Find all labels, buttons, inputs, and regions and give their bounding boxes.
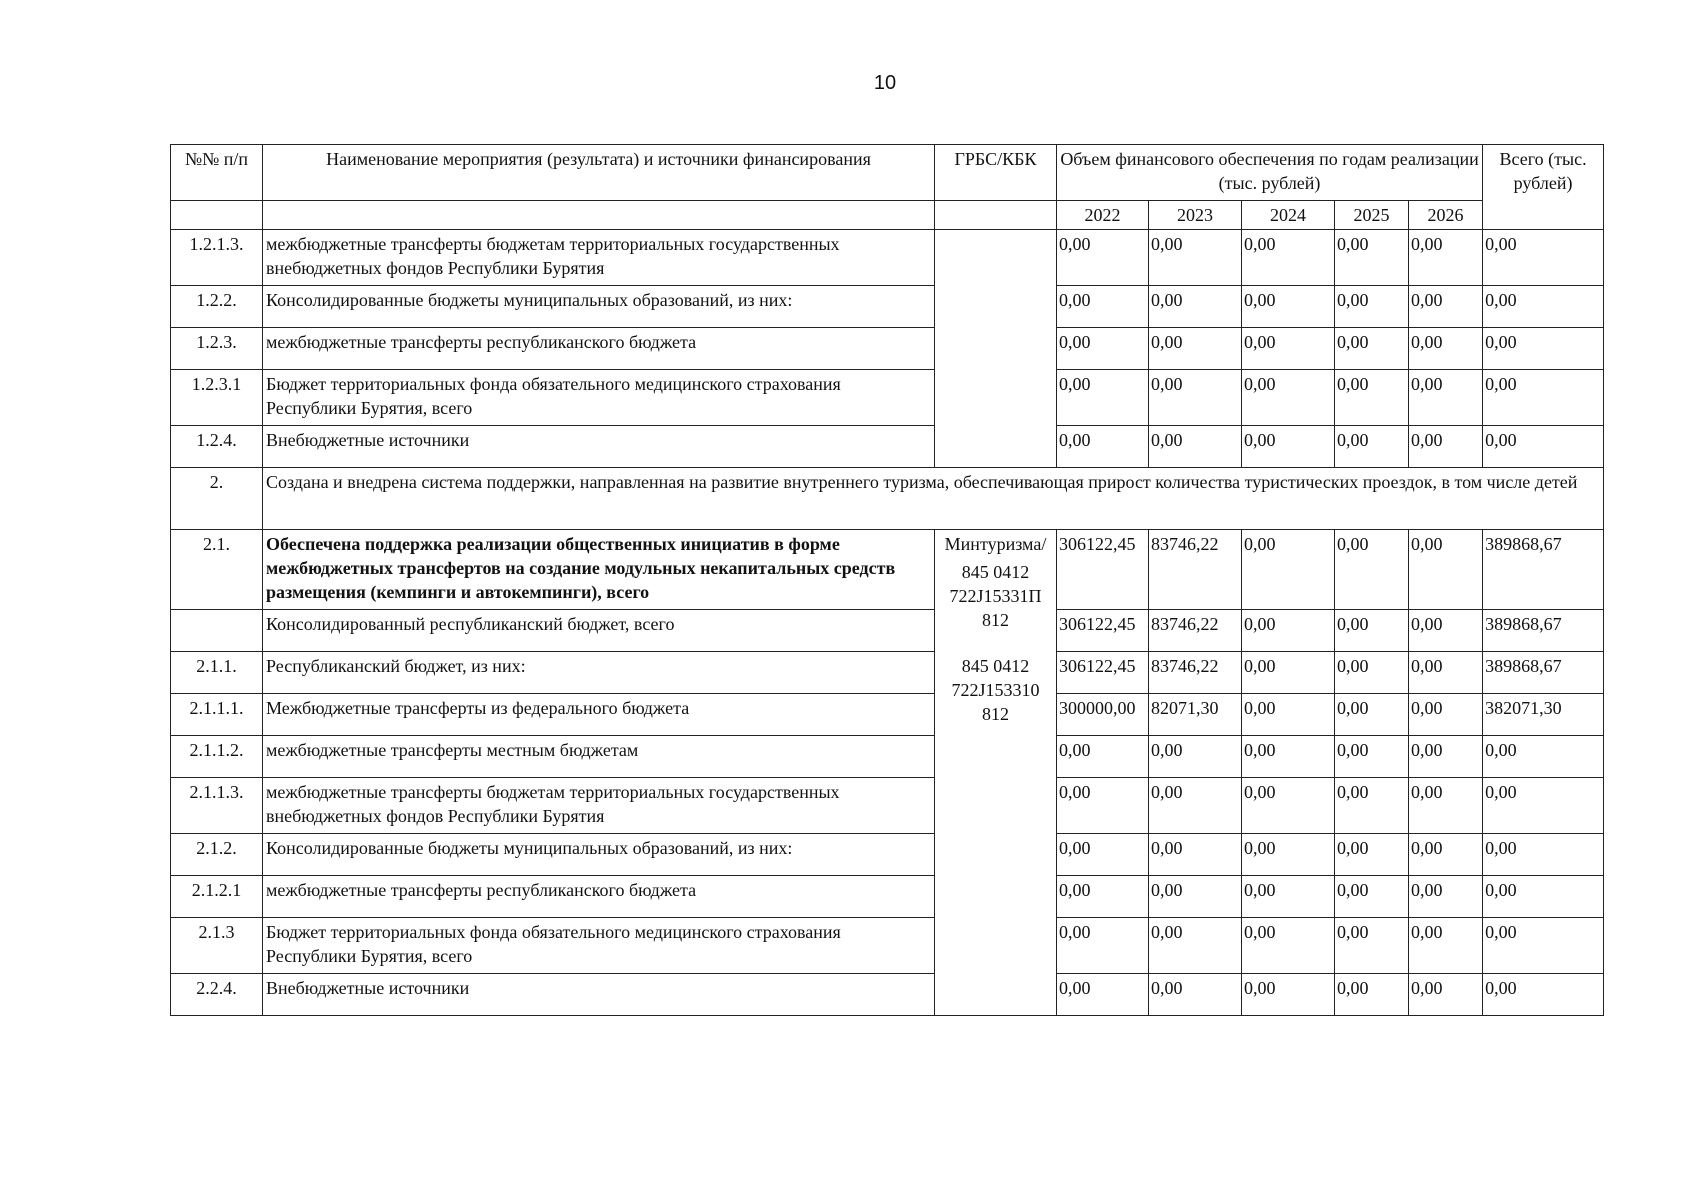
value-2025: 0,00 bbox=[1335, 918, 1409, 974]
row-number: 1.2.3. bbox=[171, 328, 263, 370]
table-row bbox=[171, 876, 1604, 918]
value-2026: 0,00 bbox=[1409, 652, 1483, 694]
value-2024: 0,00 bbox=[1242, 230, 1335, 286]
value-2022: 300000,00 bbox=[1057, 694, 1149, 736]
row-name: Республиканский бюджет, из них: bbox=[263, 652, 935, 694]
header-years-row bbox=[171, 201, 1604, 230]
year-2025: 2025 bbox=[1335, 201, 1409, 230]
row-number: 2.1.1.2. bbox=[171, 736, 263, 778]
value-2026: 0,00 bbox=[1409, 974, 1483, 1016]
financing-table bbox=[170, 144, 1604, 1016]
value-2023: 0,00 bbox=[1149, 918, 1242, 974]
value-2024: 0,00 bbox=[1242, 610, 1335, 652]
year-2022: 2022 bbox=[1057, 201, 1149, 230]
value-total: 0,00 bbox=[1483, 876, 1604, 918]
value-2025: 0,00 bbox=[1335, 426, 1409, 468]
value-total: 389868,67 bbox=[1483, 610, 1604, 652]
row-number: 2.2.4. bbox=[171, 974, 263, 1016]
value-2023: 0,00 bbox=[1149, 778, 1242, 834]
page-number: 10 bbox=[873, 72, 897, 94]
row-name: Внебюджетные источники bbox=[263, 974, 935, 1016]
table-row bbox=[171, 370, 1604, 426]
value-total: 389868,67 bbox=[1483, 652, 1604, 694]
value-2023: 0,00 bbox=[1149, 834, 1242, 876]
row-number: 2.1. bbox=[171, 530, 263, 610]
row-name: межбюджетные трансферты республиканского бюджета bbox=[263, 328, 935, 370]
row-name: Консолидированный республиканский бюджет, всего bbox=[263, 610, 935, 652]
row-name: межбюджетные трансферты бюджетам территориальных государственных внебюджетных фондов Республики Бурятия bbox=[263, 778, 935, 834]
value-2024: 0,00 bbox=[1242, 736, 1335, 778]
row-number: 2.1.2.1 bbox=[171, 876, 263, 918]
value-2023: 83746,22 bbox=[1149, 652, 1242, 694]
table-row bbox=[171, 610, 1604, 652]
value-2025: 0,00 bbox=[1335, 974, 1409, 1016]
value-2022: 0,00 bbox=[1057, 974, 1149, 1016]
value-2025: 0,00 bbox=[1335, 230, 1409, 286]
grbs-ministry: Минтуризма/ bbox=[944, 534, 1047, 554]
value-total: 0,00 bbox=[1483, 286, 1604, 328]
value-2025: 0,00 bbox=[1335, 694, 1409, 736]
header-name: Наименование мероприятия (результата) и источники финансирования bbox=[263, 145, 935, 201]
header-num: №№ п/п bbox=[171, 145, 263, 201]
value-2026: 0,00 bbox=[1409, 610, 1483, 652]
row-number: 2.1.1.1. bbox=[171, 694, 263, 736]
row-number: 1.2.3.1 bbox=[171, 370, 263, 426]
value-2026: 0,00 bbox=[1409, 426, 1483, 468]
value-2022: 306122,45 bbox=[1057, 530, 1149, 610]
value-2025: 0,00 bbox=[1335, 778, 1409, 834]
value-2026: 0,00 bbox=[1409, 876, 1483, 918]
value-2022: 0,00 bbox=[1057, 876, 1149, 918]
table-row bbox=[171, 426, 1604, 468]
table-row bbox=[171, 736, 1604, 778]
value-2025: 0,00 bbox=[1335, 876, 1409, 918]
value-2022: 0,00 bbox=[1057, 778, 1149, 834]
value-total: 0,00 bbox=[1483, 328, 1604, 370]
value-total: 0,00 bbox=[1483, 230, 1604, 286]
value-2024: 0,00 bbox=[1242, 876, 1335, 918]
value-2026: 0,00 bbox=[1409, 230, 1483, 286]
value-2026: 0,00 bbox=[1409, 286, 1483, 328]
value-2024: 0,00 bbox=[1242, 834, 1335, 876]
year-2023: 2023 bbox=[1149, 201, 1242, 230]
row-name: Внебюджетные источники bbox=[263, 426, 935, 468]
header-total: Всего (тыс. рублей) bbox=[1483, 145, 1604, 230]
value-2023: 0,00 bbox=[1149, 230, 1242, 286]
value-2022: 306122,45 bbox=[1057, 610, 1149, 652]
table-row bbox=[171, 918, 1604, 974]
row-number: 2.1.1.3. bbox=[171, 778, 263, 834]
value-2022: 0,00 bbox=[1057, 918, 1149, 974]
value-total: 0,00 bbox=[1483, 426, 1604, 468]
value-2025: 0,00 bbox=[1335, 834, 1409, 876]
table-row bbox=[171, 328, 1604, 370]
row-name: Межбюджетные трансферты из федерального бюджета bbox=[263, 694, 935, 736]
table-row bbox=[171, 778, 1604, 834]
value-2022: 306122,45 bbox=[1057, 652, 1149, 694]
row-number: 2.1.1. bbox=[171, 652, 263, 694]
value-total: 382071,30 bbox=[1483, 694, 1604, 736]
value-2026: 0,00 bbox=[1409, 328, 1483, 370]
value-2022: 0,00 bbox=[1057, 834, 1149, 876]
value-2026: 0,00 bbox=[1409, 918, 1483, 974]
value-2026: 0,00 bbox=[1409, 694, 1483, 736]
value-total: 0,00 bbox=[1483, 778, 1604, 834]
value-2023: 0,00 bbox=[1149, 426, 1242, 468]
value-total: 0,00 bbox=[1483, 974, 1604, 1016]
table-row bbox=[171, 530, 1604, 610]
value-2023: 0,00 bbox=[1149, 286, 1242, 328]
value-2025: 0,00 bbox=[1335, 652, 1409, 694]
value-2023: 82071,30 bbox=[1149, 694, 1242, 736]
value-total: 389868,67 bbox=[1483, 530, 1604, 610]
value-2026: 0,00 bbox=[1409, 834, 1483, 876]
row-name: межбюджетные трансферты республиканского бюджета bbox=[263, 876, 935, 918]
table-row bbox=[171, 974, 1604, 1016]
value-2024: 0,00 bbox=[1242, 778, 1335, 834]
value-2024: 0,00 bbox=[1242, 426, 1335, 468]
value-2023: 0,00 bbox=[1149, 876, 1242, 918]
value-2026: 0,00 bbox=[1409, 370, 1483, 426]
value-2024: 0,00 bbox=[1242, 974, 1335, 1016]
value-2024: 0,00 bbox=[1242, 918, 1335, 974]
value-total: 0,00 bbox=[1483, 918, 1604, 974]
value-2024: 0,00 bbox=[1242, 286, 1335, 328]
value-2026: 0,00 bbox=[1409, 530, 1483, 610]
section-row bbox=[171, 468, 1604, 530]
value-2024: 0,00 bbox=[1242, 370, 1335, 426]
header-grbs: ГРБС/КБК bbox=[935, 145, 1057, 201]
kbk-code-2: 845 0412 722J153310 812 bbox=[951, 656, 1040, 724]
value-2022: 0,00 bbox=[1057, 286, 1149, 328]
grbs-kbk-cell bbox=[935, 530, 1057, 1016]
row-number: 1.2.4. bbox=[171, 426, 263, 468]
row-number: 2.1.2. bbox=[171, 834, 263, 876]
value-2024: 0,00 bbox=[1242, 652, 1335, 694]
value-2025: 0,00 bbox=[1335, 328, 1409, 370]
header-volume: Объем финансового обеспечения по годам реализации (тыс. рублей) bbox=[1057, 145, 1483, 201]
grbs-cell-empty bbox=[935, 230, 1057, 468]
table-row bbox=[171, 652, 1604, 694]
row-number: 1.2.2. bbox=[171, 286, 263, 328]
value-2023: 0,00 bbox=[1149, 370, 1242, 426]
value-2024: 0,00 bbox=[1242, 530, 1335, 610]
table-row bbox=[171, 834, 1604, 876]
year-2024: 2024 bbox=[1242, 201, 1335, 230]
value-2023: 0,00 bbox=[1149, 974, 1242, 1016]
year-2026: 2026 bbox=[1409, 201, 1483, 230]
row-number: 2.1.3 bbox=[171, 918, 263, 974]
row-name: Консолидированные бюджеты муниципальных образований, из них: bbox=[263, 834, 935, 876]
row-name: межбюджетные трансферты местным бюджетам bbox=[263, 736, 935, 778]
row-name: межбюджетные трансферты бюджетам территориальных государственных внебюджетных фондов Республики Бурятия bbox=[263, 230, 935, 286]
value-2025: 0,00 bbox=[1335, 370, 1409, 426]
section-number: 2. bbox=[171, 468, 263, 530]
row-number: 1.2.1.3. bbox=[171, 230, 263, 286]
value-2022: 0,00 bbox=[1057, 736, 1149, 778]
value-2022: 0,00 bbox=[1057, 370, 1149, 426]
value-2023: 83746,22 bbox=[1149, 610, 1242, 652]
value-2026: 0,00 bbox=[1409, 778, 1483, 834]
section-title: Создана и внедрена система поддержки, направленная на развитие внутреннего туризма, обеспечивающая прирост количества туристических проездок, в том числе детей bbox=[263, 468, 1604, 530]
value-total: 0,00 bbox=[1483, 834, 1604, 876]
value-2025: 0,00 bbox=[1335, 736, 1409, 778]
value-total: 0,00 bbox=[1483, 370, 1604, 426]
header-row bbox=[171, 145, 1604, 201]
row-name: Бюджет территориальных фонда обязательного медицинского страхования Республики Бурятия, всего bbox=[263, 918, 935, 974]
row-number bbox=[171, 610, 263, 652]
value-2023: 0,00 bbox=[1149, 328, 1242, 370]
row-name: Обеспечена поддержка реализации общественных инициатив в форме межбюджетных трансфертов на создание модульных некапитальных средств размещения (кемпинги и автокемпинги), всего bbox=[263, 530, 935, 610]
value-2023: 0,00 bbox=[1149, 736, 1242, 778]
value-2025: 0,00 bbox=[1335, 286, 1409, 328]
value-2024: 0,00 bbox=[1242, 328, 1335, 370]
row-name: Бюджет территориальных фонда обязательного медицинского страхования Республики Бурятия, всего bbox=[263, 370, 935, 426]
value-2023: 83746,22 bbox=[1149, 530, 1242, 610]
row-name: Консолидированные бюджеты муниципальных образований, из них: bbox=[263, 286, 935, 328]
value-2022: 0,00 bbox=[1057, 426, 1149, 468]
value-2022: 0,00 bbox=[1057, 230, 1149, 286]
kbk-code-1: 845 0412 722J15331П 812 bbox=[949, 562, 1042, 630]
table-row bbox=[171, 230, 1604, 286]
table-row bbox=[171, 694, 1604, 736]
value-2026: 0,00 bbox=[1409, 736, 1483, 778]
value-2022: 0,00 bbox=[1057, 328, 1149, 370]
value-2024: 0,00 bbox=[1242, 694, 1335, 736]
table-row bbox=[171, 286, 1604, 328]
value-total: 0,00 bbox=[1483, 736, 1604, 778]
value-2025: 0,00 bbox=[1335, 610, 1409, 652]
value-2025: 0,00 bbox=[1335, 530, 1409, 610]
